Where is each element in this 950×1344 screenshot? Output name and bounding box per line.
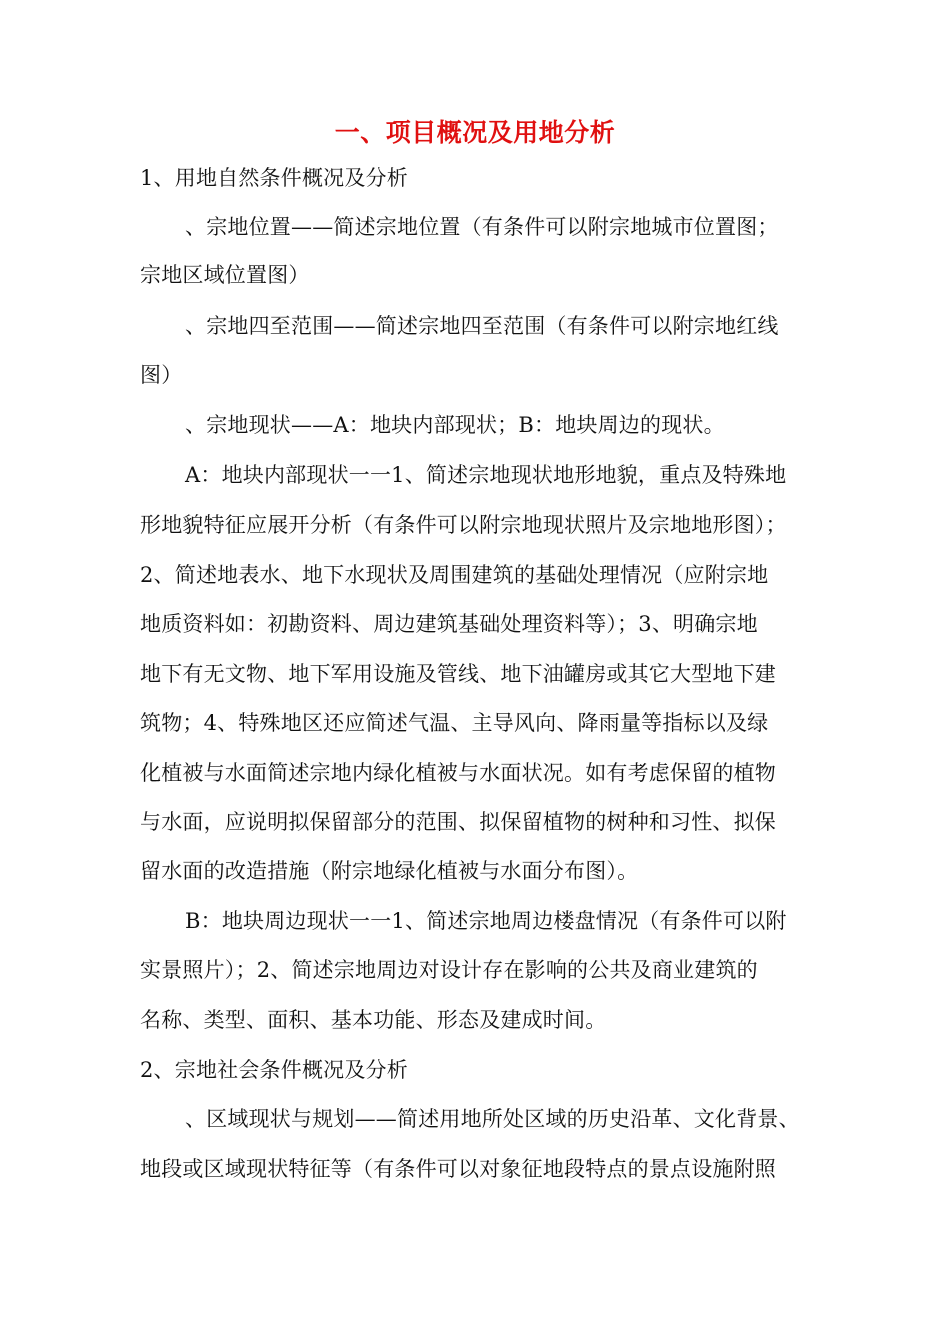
paragraph-line: 筑物；4、特殊地区还应简述气温、主导风向、降雨量等指标以及绿 bbox=[140, 711, 769, 735]
paragraph-line: 宗地区域位置图） bbox=[140, 263, 310, 287]
paragraph-line: 地下有无文物、地下军用设施及管线、地下油罐房或其它大型地下建 bbox=[140, 662, 776, 686]
paragraph-line: 名称、类型、面积、基本功能、形态及建成时间。 bbox=[140, 1008, 607, 1032]
paragraph-line: 、宗地现状——A：地块内部现状；B：地块周边的现状。 bbox=[185, 413, 725, 437]
paragraph-line: 图） bbox=[140, 363, 183, 387]
paragraph-line: 形地貌特征应展开分析（有条件可以附宗地现状照片及宗地地形图）； bbox=[140, 513, 787, 537]
paragraph-line: 、区域现状与规划——简述用地所处区域的历史沿革、文化背景、 bbox=[185, 1107, 800, 1131]
section-heading: 2、宗地社会条件概况及分析 bbox=[140, 1058, 408, 1082]
paragraph-line: 地质资料如：初勘资料、周边建筑基础处理资料等）；3、明确宗地 bbox=[140, 612, 758, 636]
paragraph-line: 与水面，应说明拟保留部分的范围、拟保留植物的树种和习性、拟保 bbox=[140, 810, 776, 834]
paragraph-line: 2、简述地表水、地下水现状及周围建筑的基础处理情况（应附宗地 bbox=[140, 563, 769, 587]
section-heading: 1、用地自然条件概况及分析 bbox=[140, 166, 408, 190]
paragraph-line: B：地块周边现状一一1、简述宗地周边楼盘情况（有条件可以附 bbox=[185, 909, 787, 933]
paragraph-line: 留水面的改造措施（附宗地绿化植被与水面分布图）。 bbox=[140, 859, 639, 883]
paragraph-line: 实景照片）；2、简述宗地周边对设计存在影响的公共及商业建筑的 bbox=[140, 958, 758, 982]
paragraph-line: 地段或区域现状特征等（有条件可以对象征地段特点的景点设施附照 bbox=[140, 1157, 776, 1181]
page-title: 一、项目概况及用地分析 bbox=[334, 118, 616, 147]
paragraph-line: 化植被与水面简述宗地内绿化植被与水面状况。如有考虑保留的植物 bbox=[140, 761, 776, 785]
paragraph-line: 、宗地四至范围——简述宗地四至范围（有条件可以附宗地红线 bbox=[185, 314, 779, 338]
paragraph-line: 、宗地位置——简述宗地位置（有条件可以附宗地城市位置图； bbox=[185, 215, 779, 239]
paragraph-line: A：地块内部现状一一1、简述宗地现状地形地貌，重点及特殊地 bbox=[185, 463, 787, 487]
